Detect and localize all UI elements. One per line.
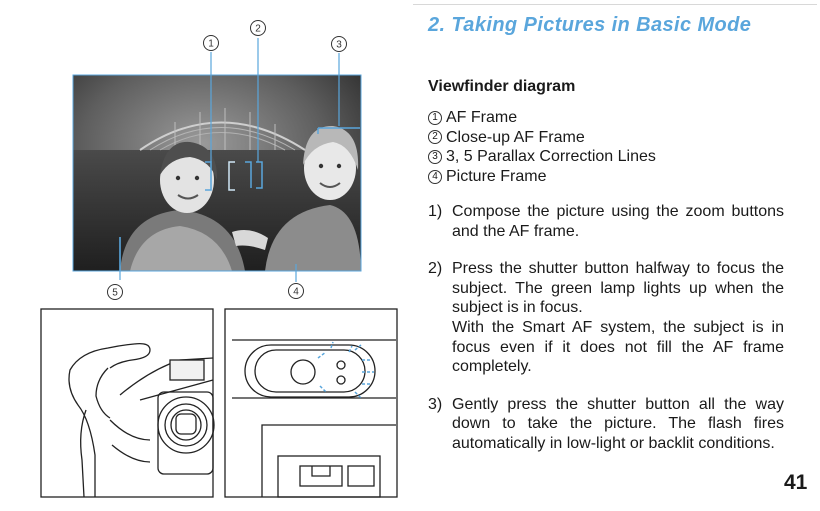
viewfinder-photo [73, 75, 361, 271]
step-2 [428, 259, 784, 377]
legend-item-text: Close-up AF Frame [446, 128, 585, 146]
hand-camera-illustration [41, 309, 214, 497]
legend-item [428, 167, 656, 187]
svg-text:2: 2 [255, 23, 261, 35]
legend-item [428, 147, 656, 167]
svg-text:4: 4 [293, 286, 299, 298]
callout-2 [251, 21, 266, 36]
instruction-steps [428, 202, 784, 472]
section-title: 2. Taking Pictures in Basic Mode [428, 14, 752, 36]
callout-4 [289, 284, 304, 299]
svg-text:3: 3 [336, 39, 342, 51]
legend-item [428, 128, 656, 148]
step-text [452, 395, 784, 454]
viewfinder-legend [428, 108, 656, 186]
legend-item-text: 3, 5 Parallax Correction Lines [446, 148, 656, 166]
callout-1 [204, 36, 219, 51]
callout-5 [108, 285, 123, 300]
svg-text:5: 5 [112, 287, 118, 299]
legend-item-text: AF Frame [446, 109, 518, 126]
step-number: 2) [428, 260, 443, 278]
step-number: 1) [428, 203, 443, 220]
step-text [452, 259, 784, 377]
step-3 [428, 395, 784, 454]
page-number: 41 [784, 471, 808, 494]
camera-back-illustration [225, 309, 397, 497]
svg-text:1: 1 [208, 38, 214, 50]
marker-4-icon: 4 [428, 170, 442, 184]
legend-item [428, 108, 656, 128]
marker-3-icon: 3 [428, 150, 442, 164]
step-1 [428, 202, 784, 241]
callout-3 [332, 37, 347, 52]
top-rule [413, 4, 817, 5]
viewfinder-heading: Viewfinder diagram [428, 78, 576, 95]
legend-item-text: Picture Frame [446, 167, 547, 185]
marker-1-icon: 1 [428, 111, 442, 125]
step-paragraph: Compose the picture using the zoom buttons and the AF frame. [452, 203, 784, 240]
step-paragraph: Press the shutter button halfway to focus the subject. The green lamp lights up when the subject is in focus. [452, 260, 784, 317]
step-text [452, 202, 784, 241]
step-number: 3) [428, 395, 443, 413]
marker-2-icon: 2 [428, 130, 442, 144]
step-paragraph: With the Smart AF system, the subject is in focus even if it does not fill the AF frame completely. [452, 318, 784, 376]
step-paragraph: Gently press the shutter button all the way down to take the picture. The flash fires automatically in low-light or backlit conditions. [452, 395, 784, 452]
